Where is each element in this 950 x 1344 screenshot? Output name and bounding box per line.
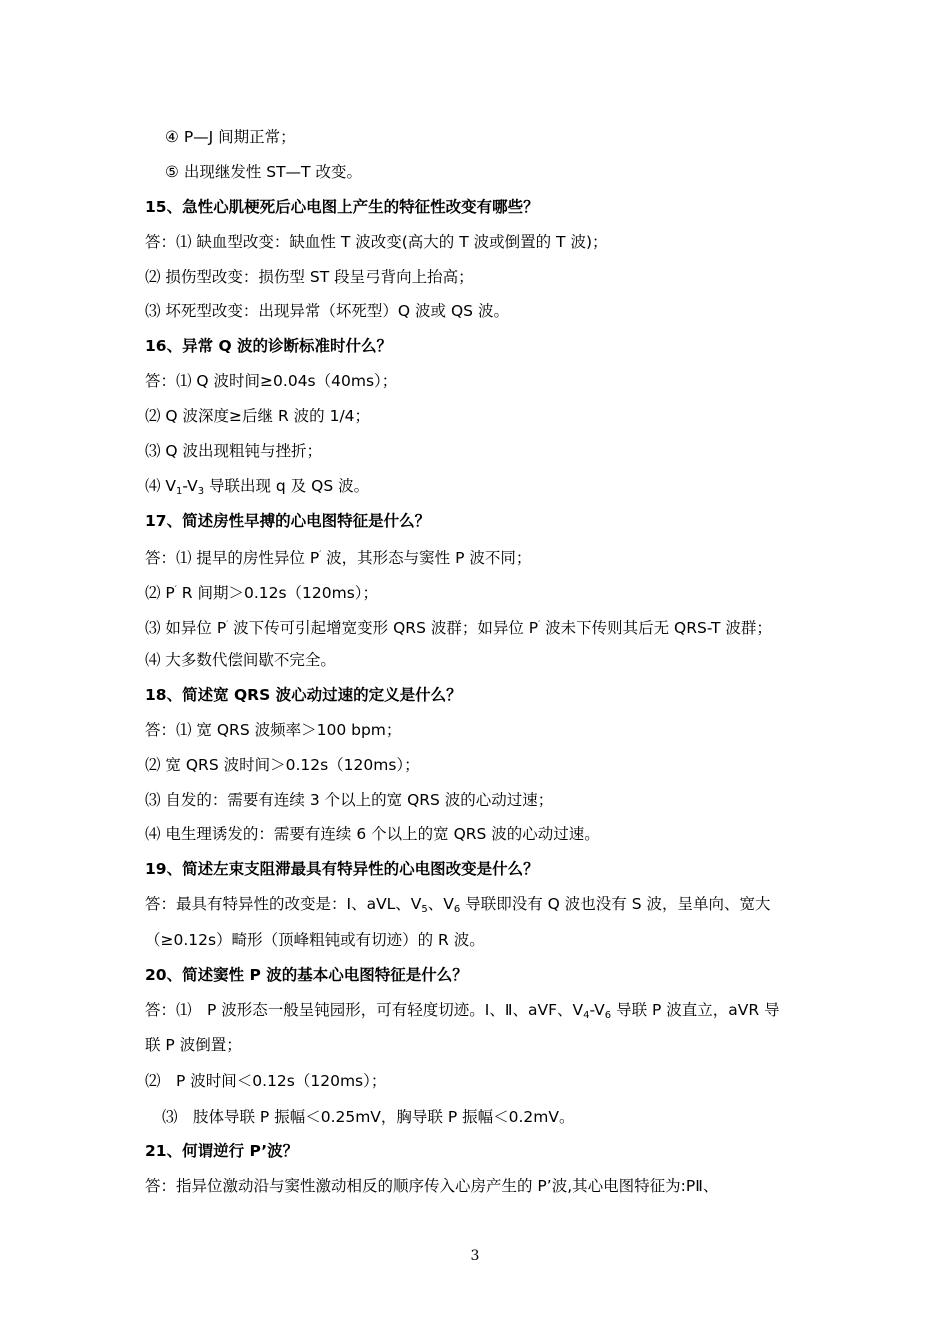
question-heading: 21、何谓逆行 P’波？	[145, 1142, 299, 1160]
question-heading: 20、简述窦性 P 波的基本心电图特征是什么？	[145, 966, 468, 984]
answer-line: 答：最具有特异性的改变是：Ⅰ、aVL、$V_5$、$V_6$ 导联即没有 Q 波也没有 S 波，呈单向、宽大	[145, 895, 771, 915]
answer-line: 联 P 波倒置；	[145, 1036, 242, 1054]
question-heading: 15、急性心肌梗死后心电图上产生的特征性改变有哪些？	[145, 198, 539, 216]
question-heading: 18、简述宽 QRS 波心动过速的定义是什么？	[145, 686, 462, 704]
list-item: ④ P—J 间期正常；	[165, 128, 296, 146]
answer-line: ⑶ 自发的：需要有连续 3 个以上的宽 QRS 波的心动过速；	[145, 791, 554, 809]
answer-line: 答：⑴ P 波形态一般呈钝园形，可有轻度切迹。Ⅰ、Ⅱ、aVF、$V_4-V_6$ 导联 P 波直立，aVR 导	[145, 1001, 780, 1021]
answer-line: 答：⑴ 缺血型改变：缺血性 T 波改变(高大的 T 波或倒置的 T 波)；	[145, 233, 608, 251]
answer-line: 答：⑴ 宽 QRS 波频率＞100 bpm；	[145, 721, 402, 739]
answer-line: ⑶ Q 波出现粗钝与挫折；	[145, 442, 323, 460]
question-heading: 17、简述房性早搏的心电图特征是什么？	[145, 512, 431, 530]
answer-line: ⑷ 大多数代偿间歇不完全。	[145, 651, 336, 669]
question-heading: 16、异常 Q 波的诊断标准时什么？	[145, 337, 393, 355]
answer-line: ⑵ Q 波深度≥后继 R 波的 1/4；	[145, 407, 371, 425]
answer-line: 答：⑴ 提早的房性异位 P′ 波，其形态与窦性 P 波不同；	[145, 549, 532, 567]
answer-line: 答：指异位激动沿与窦性激动相反的顺序传入心房产生的 P’波,其心电图特征为:PⅡ、	[145, 1177, 719, 1195]
answer-line: ⑵ P 波时间＜0.12s（120ms）；	[145, 1072, 387, 1090]
answer-line: 答：⑴ Q 波时间≥0.04s（40ms）；	[145, 372, 398, 390]
answer-line: ⑵ 宽 QRS 波时间＞0.12s（120ms）；	[145, 756, 420, 774]
answer-line: ⑵ 损伤型改变：损伤型 ST 段呈弓背向上抬高；	[145, 268, 474, 286]
answer-line: ⑷ 电生理诱发的：需要有连续 6 个以上的宽 QRS 波的心动过速。	[145, 825, 600, 843]
answer-line: ⑵ P′ R 间期＞0.12s（120ms）；	[145, 584, 379, 602]
page-number: 3	[470, 1248, 480, 1264]
answer-line: ⑷ $V_1-V_3$ 导联出现 q 及 QS 波。	[145, 477, 370, 497]
answer-line: （≥0.12s）畸形（顶峰粗钝或有切迹）的 R 波。	[145, 931, 485, 949]
answer-line: ⑶ 肢体导联 P 振幅＜0.25mV，胸导联 P 振幅＜0.2mV。	[162, 1108, 575, 1126]
answer-line: ⑶ 坏死型改变：出现异常（坏死型）Q 波或 QS 波。	[145, 302, 509, 320]
answer-line: ⑶ 如异位 P′ 波下传可引起增宽变形 QRS 波群；如异位 P′ 波未下传则其后无 QRS-T 波群；	[145, 619, 772, 637]
question-heading: 19、简述左束支阻滞最具有特异性的心电图改变是什么？	[145, 860, 539, 878]
list-item: ⑤ 出现继发性 ST—T 改变。	[165, 163, 362, 181]
